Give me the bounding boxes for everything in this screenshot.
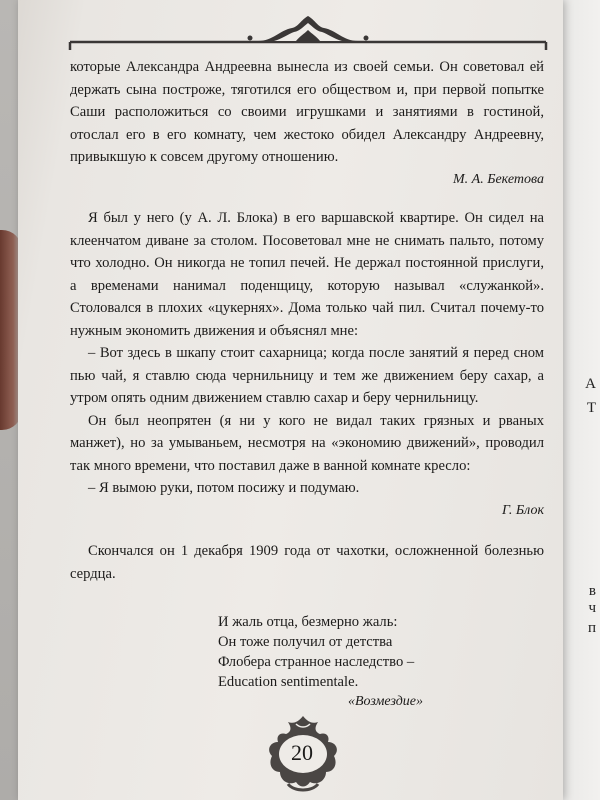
edge-letter: А (585, 376, 596, 392)
edge-letter: п (587, 620, 596, 636)
edge-letter: в (588, 583, 596, 599)
edge-letter: Т (586, 400, 596, 416)
paragraph: которые Александра Андреевна вынесла из своей семьи. Он советовал ей держать сына построже, тяготился его обществом и, при первой попытке Саши расположиться со своими игрушками и занятиями в гостиной, отослал его в его комнату, чем жестоко обидел Александру Андреевну, привыкшую к совсем другому отношению. (70, 59, 544, 165)
paragraph: Я был у него (у А. Л. Блока) в его варшавской квартире. Он сидел на клеенчатом диване за столом. Посоветовал мне не снимать пальто, потому что холодно. Он никогда не топил печей. Не держал постоянной прислуги, а временами нанимал поденщицу, которую называл «служанкой». Столовался в плохих «цукернях». Дома только чай пил. Считал почему-то нужным экономить движения и объяснял мне: (70, 210, 544, 339)
header-ornament-icon (68, 10, 548, 50)
page-number: 20 (291, 740, 313, 765)
book-page (18, 0, 563, 800)
paragraph: – Вот здесь в шкапу стоит сахарница; когда после занятий я перед сном пью чай, я ставлю сюда чернильницу и тем же движением беру сахар, а утром опять одним движением ставлю сахар и беру чернильницу. (70, 345, 544, 406)
paragraph: Он был неопрятен (я ни у кого не видал таких грязных и рваных манжет), но за умываньем, несмотря на «экономию движений», проводил так много времени, что поставил даже в ванной комнате кресло: (70, 412, 544, 474)
poem-line: Education sentimentale. (218, 674, 359, 690)
edge-letter: ч (588, 600, 596, 616)
poem-line: Флобера странное наследство – (218, 654, 415, 670)
poem-line: И жаль отца, безмерно жаль: (218, 614, 398, 630)
main-text (70, 56, 544, 585)
attribution: М. А. Бекетова (452, 171, 544, 187)
poem-source: «Возмездие» (348, 694, 424, 709)
poem-line: Он тоже получил от детства (218, 634, 393, 650)
paragraph: – Я вымою руки, потом посижу и подумаю. (88, 480, 360, 496)
attribution: Г. Блок (502, 502, 544, 518)
poem-epigraph (218, 612, 468, 692)
paragraph: Скончался он 1 декабря 1909 года от чахотки, осложненной болезнью сердца. (70, 543, 544, 582)
